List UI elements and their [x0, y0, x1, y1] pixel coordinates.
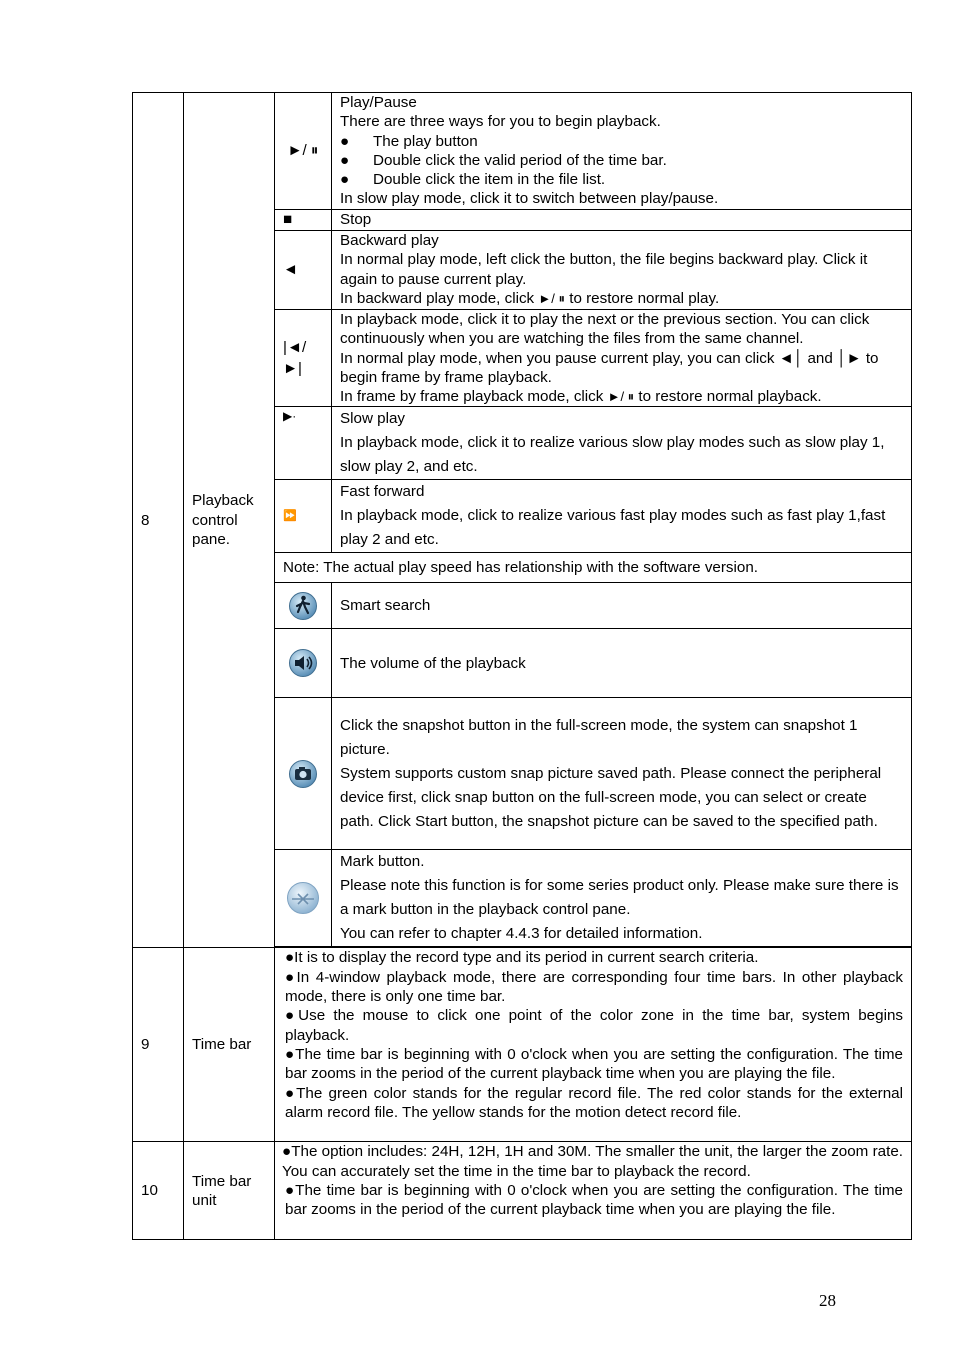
play-pause-icon: ►/ ⏸ — [275, 93, 332, 210]
time-bar-unit-item: ●The option includes: 24H, 12H, 1H and 30M. The smaller the unit, the larger the zoom rate. You can accurately set the time in the time bar to playback the record. — [282, 1143, 903, 1180]
play-pause-desc — [332, 93, 912, 210]
time-bar-unit-item: ●The time bar is beginning with 0 o'clock when you are setting the configuration. The time bar zooms in the period of the current playback time when you are playing the file. — [285, 1182, 903, 1219]
bullet-item: ● Double click the item in the file list. — [340, 171, 606, 189]
prev-frame-inline-icon: ◄│ — [778, 349, 804, 367]
time-bar-item: ●It is to display the record type and its period in current search criteria. — [285, 949, 759, 967]
smart-search-cell — [275, 583, 332, 629]
play-pause-outro: In slow play mode, click it to switch between play/pause. — [340, 190, 719, 208]
mark-line2: You can refer to chapter 4.4.3 for detailed information. — [340, 925, 703, 943]
play-pause-intro: There are three ways for you to begin playback. — [340, 113, 661, 131]
snapshot-line1: Click the snapshot button in the full-screen mode, the system can snapshot 1 picture. — [340, 716, 858, 758]
stop-desc: Stop — [332, 210, 912, 231]
backward-desc — [332, 231, 912, 310]
fast-forward-icon: ⏩ — [275, 480, 332, 553]
frame-step-icon: |◄/ ►| — [275, 310, 332, 407]
volume-desc: The volume of the playback — [332, 629, 912, 698]
snapshot-desc — [332, 698, 912, 850]
time-bar-item: ●The green color stands for the regular record file. The red color stands for the external alarm record file. The yellow stands for the motion detect record file. — [285, 1084, 903, 1121]
backward-line1: In normal play mode, left click the button, the file begins backward play. Click it again to pause current play. — [340, 251, 868, 288]
backward-line2: In backward play mode, click ►/ ⏸ to restore normal play. — [340, 289, 720, 307]
camera-icon — [288, 759, 318, 789]
frame-line2: In normal play mode, when you pause current play, you can click ◄│ and │► to begin frame by frame playback. — [340, 349, 879, 386]
page-number: 28 — [819, 1291, 836, 1310]
time-bar-desc — [275, 948, 912, 1142]
volume-cell — [275, 629, 332, 698]
backward-icon: ◄ — [275, 231, 332, 310]
row9-number: 9 — [133, 948, 184, 1142]
slow-text: In playback mode, click it to realize various slow play modes such as slow play 1, slow play 2, and etc. — [340, 434, 885, 476]
frame-desc — [332, 310, 912, 407]
slow-play-icon: ▶· — [275, 407, 332, 480]
mark-desc — [332, 850, 912, 947]
snapshot-cell — [275, 698, 332, 850]
fast-text: In playback mode, click to realize various fast play modes such as fast play 1,fast play 2 and etc. — [340, 507, 886, 549]
bullet-item: ● The play button — [340, 132, 478, 150]
snapshot-line2: System supports custom snap picture saved path. Please connect the peripheral device first, click snap button on the full-screen mode, you can select or create path. Click Start button, the snapshot picture can be saved to the specified path. — [340, 764, 882, 830]
mark-line1: Please note this function is for some series product only. Please make sure there is a mark button in the playback control pane. — [340, 877, 899, 919]
function-table — [132, 92, 912, 1240]
speed-note: Note: The actual play speed has relationship with the software version. — [275, 553, 912, 583]
row8-name: Playback control pane. — [184, 93, 275, 948]
time-bar-unit-desc — [275, 1142, 912, 1240]
fast-title: Fast forward — [340, 483, 425, 501]
fast-desc — [332, 480, 912, 553]
stop-icon: ■ — [275, 210, 332, 231]
play-pause-inline-icon: ►/ ⏸ — [538, 290, 565, 306]
frame-line1: In playback mode, click it to play the next or the previous section. You can click continuously when you are watching the files from the same channel. — [340, 311, 870, 348]
smart-search-desc: Smart search — [332, 583, 912, 629]
mark-title: Mark button. — [340, 853, 425, 871]
row8-number: 8 — [133, 93, 184, 948]
row10-name: Time bar unit — [184, 1142, 275, 1240]
time-bar-item: ●The time bar is beginning with 0 o'clock when you are setting the configuration. The time bar zooms in the period of the current playback time when you are playing the file. — [285, 1045, 903, 1083]
time-bar-item: ●In 4-window playback mode, there are corresponding four time bars. In other playback mode, there is only one time bar. — [285, 968, 903, 1006]
volume-icon — [288, 648, 318, 678]
mark-cell — [275, 850, 332, 947]
mark-icon — [286, 881, 320, 915]
row9-name: Time bar — [184, 948, 275, 1142]
smart-search-icon — [288, 591, 318, 621]
frame-line3: In frame by frame playback mode, click ►/ ⏸ to restore normal playback. — [340, 388, 822, 406]
row10-number: 10 — [133, 1142, 184, 1240]
play-pause-inline-icon: ►/ ⏸ — [607, 389, 635, 405]
play-pause-title: Play/Pause — [340, 94, 417, 111]
bullet-item: ● Double click the valid period of the time bar. — [340, 151, 667, 169]
next-frame-inline-icon: │► — [837, 349, 862, 367]
slow-desc — [332, 407, 912, 480]
backward-title: Backward play — [340, 232, 439, 249]
slow-title: Slow play — [340, 410, 405, 428]
time-bar-item: ●Use the mouse to click one point of the color zone in the time bar, system begins playback. — [285, 1007, 903, 1044]
